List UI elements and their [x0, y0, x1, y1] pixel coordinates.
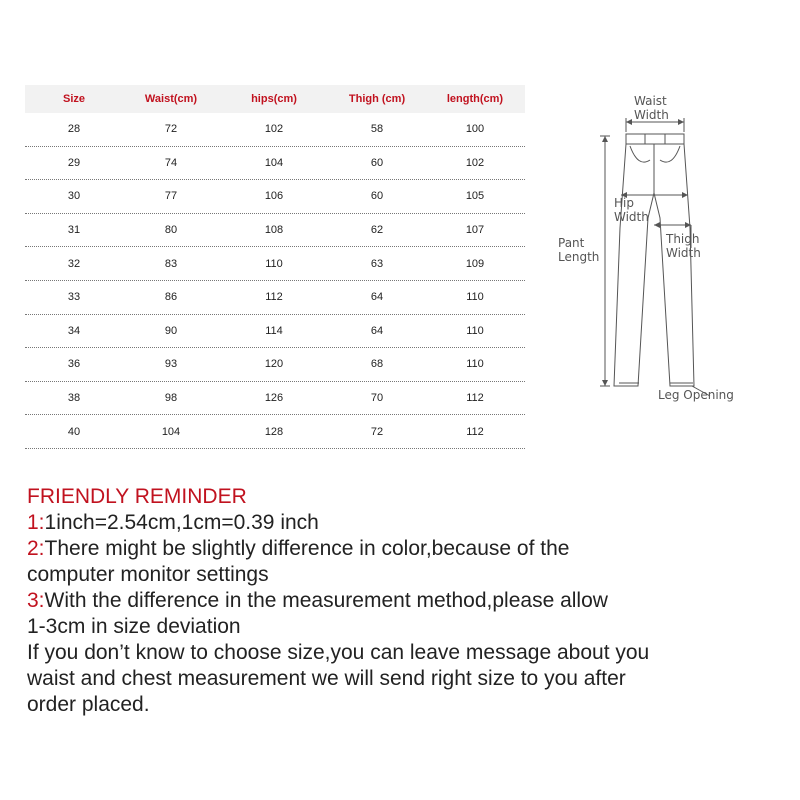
table-cell: 109: [465, 257, 485, 270]
reminder-title: FRIENDLY REMINDER: [27, 485, 247, 508]
table-cell: 29: [67, 156, 81, 169]
table-row: [25, 214, 525, 248]
table-cell: 104: [161, 425, 181, 438]
table-cell: 28: [67, 123, 81, 136]
table-cell: 126: [264, 392, 284, 405]
leg-opening-label: Leg Opening: [658, 388, 734, 402]
table-header: [25, 85, 525, 113]
table-cell: 106: [264, 190, 284, 203]
table-cell: 60: [370, 190, 384, 203]
table-cell: 86: [164, 291, 178, 304]
header-hips: hips(cm): [251, 93, 297, 105]
table-cell: 33: [67, 291, 81, 304]
reminder-item-2: 2:There might be slightly difference in color,because of the: [27, 537, 570, 560]
table-cell: 30: [67, 190, 81, 203]
table-cell: 114: [265, 324, 283, 337]
table-cell: 36: [67, 358, 81, 371]
table-cell: 80: [164, 224, 178, 237]
table-cell: 102: [264, 123, 284, 136]
pants-measurement-diagram: [550, 88, 750, 418]
reminder-item-2-cont: computer monitor settings: [27, 563, 269, 586]
reminder-item-3-cont: 1-3cm in size deviation: [27, 615, 241, 638]
table-cell: 93: [164, 358, 178, 371]
table-row: [25, 147, 525, 181]
reminder-item-1: 1:1inch=2.54cm,1cm=0.39 inch: [27, 511, 319, 534]
table-row: [25, 113, 525, 147]
thigh-width-label: Thigh Width: [666, 232, 701, 260]
table-cell: 72: [370, 425, 384, 438]
table-cell: 58: [370, 123, 384, 136]
table-cell: 83: [164, 257, 178, 270]
pant-length-label: Pant Length: [558, 236, 600, 264]
header-waist: Waist(cm): [144, 93, 198, 105]
table-row: [25, 247, 525, 281]
table-row: [25, 180, 525, 214]
waist-width-label: Waist Width: [634, 94, 669, 122]
table-cell: 112: [265, 291, 283, 304]
table-row: [25, 348, 525, 382]
table-cell: 102: [465, 156, 485, 169]
table-cell: 64: [370, 291, 384, 304]
table-row: [25, 382, 525, 416]
table-cell: 72: [164, 123, 178, 136]
table-cell: 100: [465, 123, 485, 136]
reminder-item-3: 3:With the difference in the measurement method,please allow: [27, 589, 608, 612]
table-cell: 31: [67, 224, 81, 237]
table-cell: 110: [466, 324, 484, 337]
header-thigh: Thigh (cm): [348, 93, 406, 105]
table-cell: 63: [370, 257, 384, 270]
table-cell: 74: [164, 156, 178, 169]
table-cell: 98: [164, 392, 178, 405]
reminder-paragraph: If you don’t know to choose size,you can leave message about you: [27, 641, 650, 664]
table-cell: 128: [264, 425, 284, 438]
table-cell: 110: [265, 257, 283, 270]
hip-width-label: Hip Width: [614, 196, 649, 224]
table-cell: 90: [164, 324, 178, 337]
table-cell: 68: [370, 358, 384, 371]
table-cell: 105: [465, 190, 485, 203]
table-cell: 112: [466, 425, 484, 438]
friendly-reminder: [27, 484, 797, 718]
table-cell: 34: [67, 324, 81, 337]
table-cell: 40: [67, 425, 81, 438]
table-cell: 112: [466, 392, 484, 405]
table-cell: 62: [370, 224, 384, 237]
table-cell: 104: [264, 156, 284, 169]
table-cell: 110: [466, 291, 484, 304]
table-cell: 110: [466, 358, 484, 371]
reminder-paragraph-2: waist and chest measurement we will send right size to you after: [27, 667, 626, 690]
table-cell: 32: [67, 257, 81, 270]
table-row: [25, 415, 525, 449]
header-length: length(cm): [446, 93, 504, 105]
table-cell: 77: [164, 190, 178, 203]
table-cell: 120: [264, 358, 284, 371]
table-cell: 70: [370, 392, 384, 405]
table-cell: 60: [370, 156, 384, 169]
table-cell: 108: [264, 224, 284, 237]
table-row: [25, 281, 525, 315]
table-cell: 38: [67, 392, 81, 405]
table-row: [25, 315, 525, 349]
reminder-paragraph-3: order placed.: [27, 693, 150, 716]
table-cell: 64: [370, 324, 384, 337]
size-chart-table: [25, 85, 525, 449]
table-cell: 107: [465, 224, 485, 237]
header-size: Size: [62, 93, 85, 105]
